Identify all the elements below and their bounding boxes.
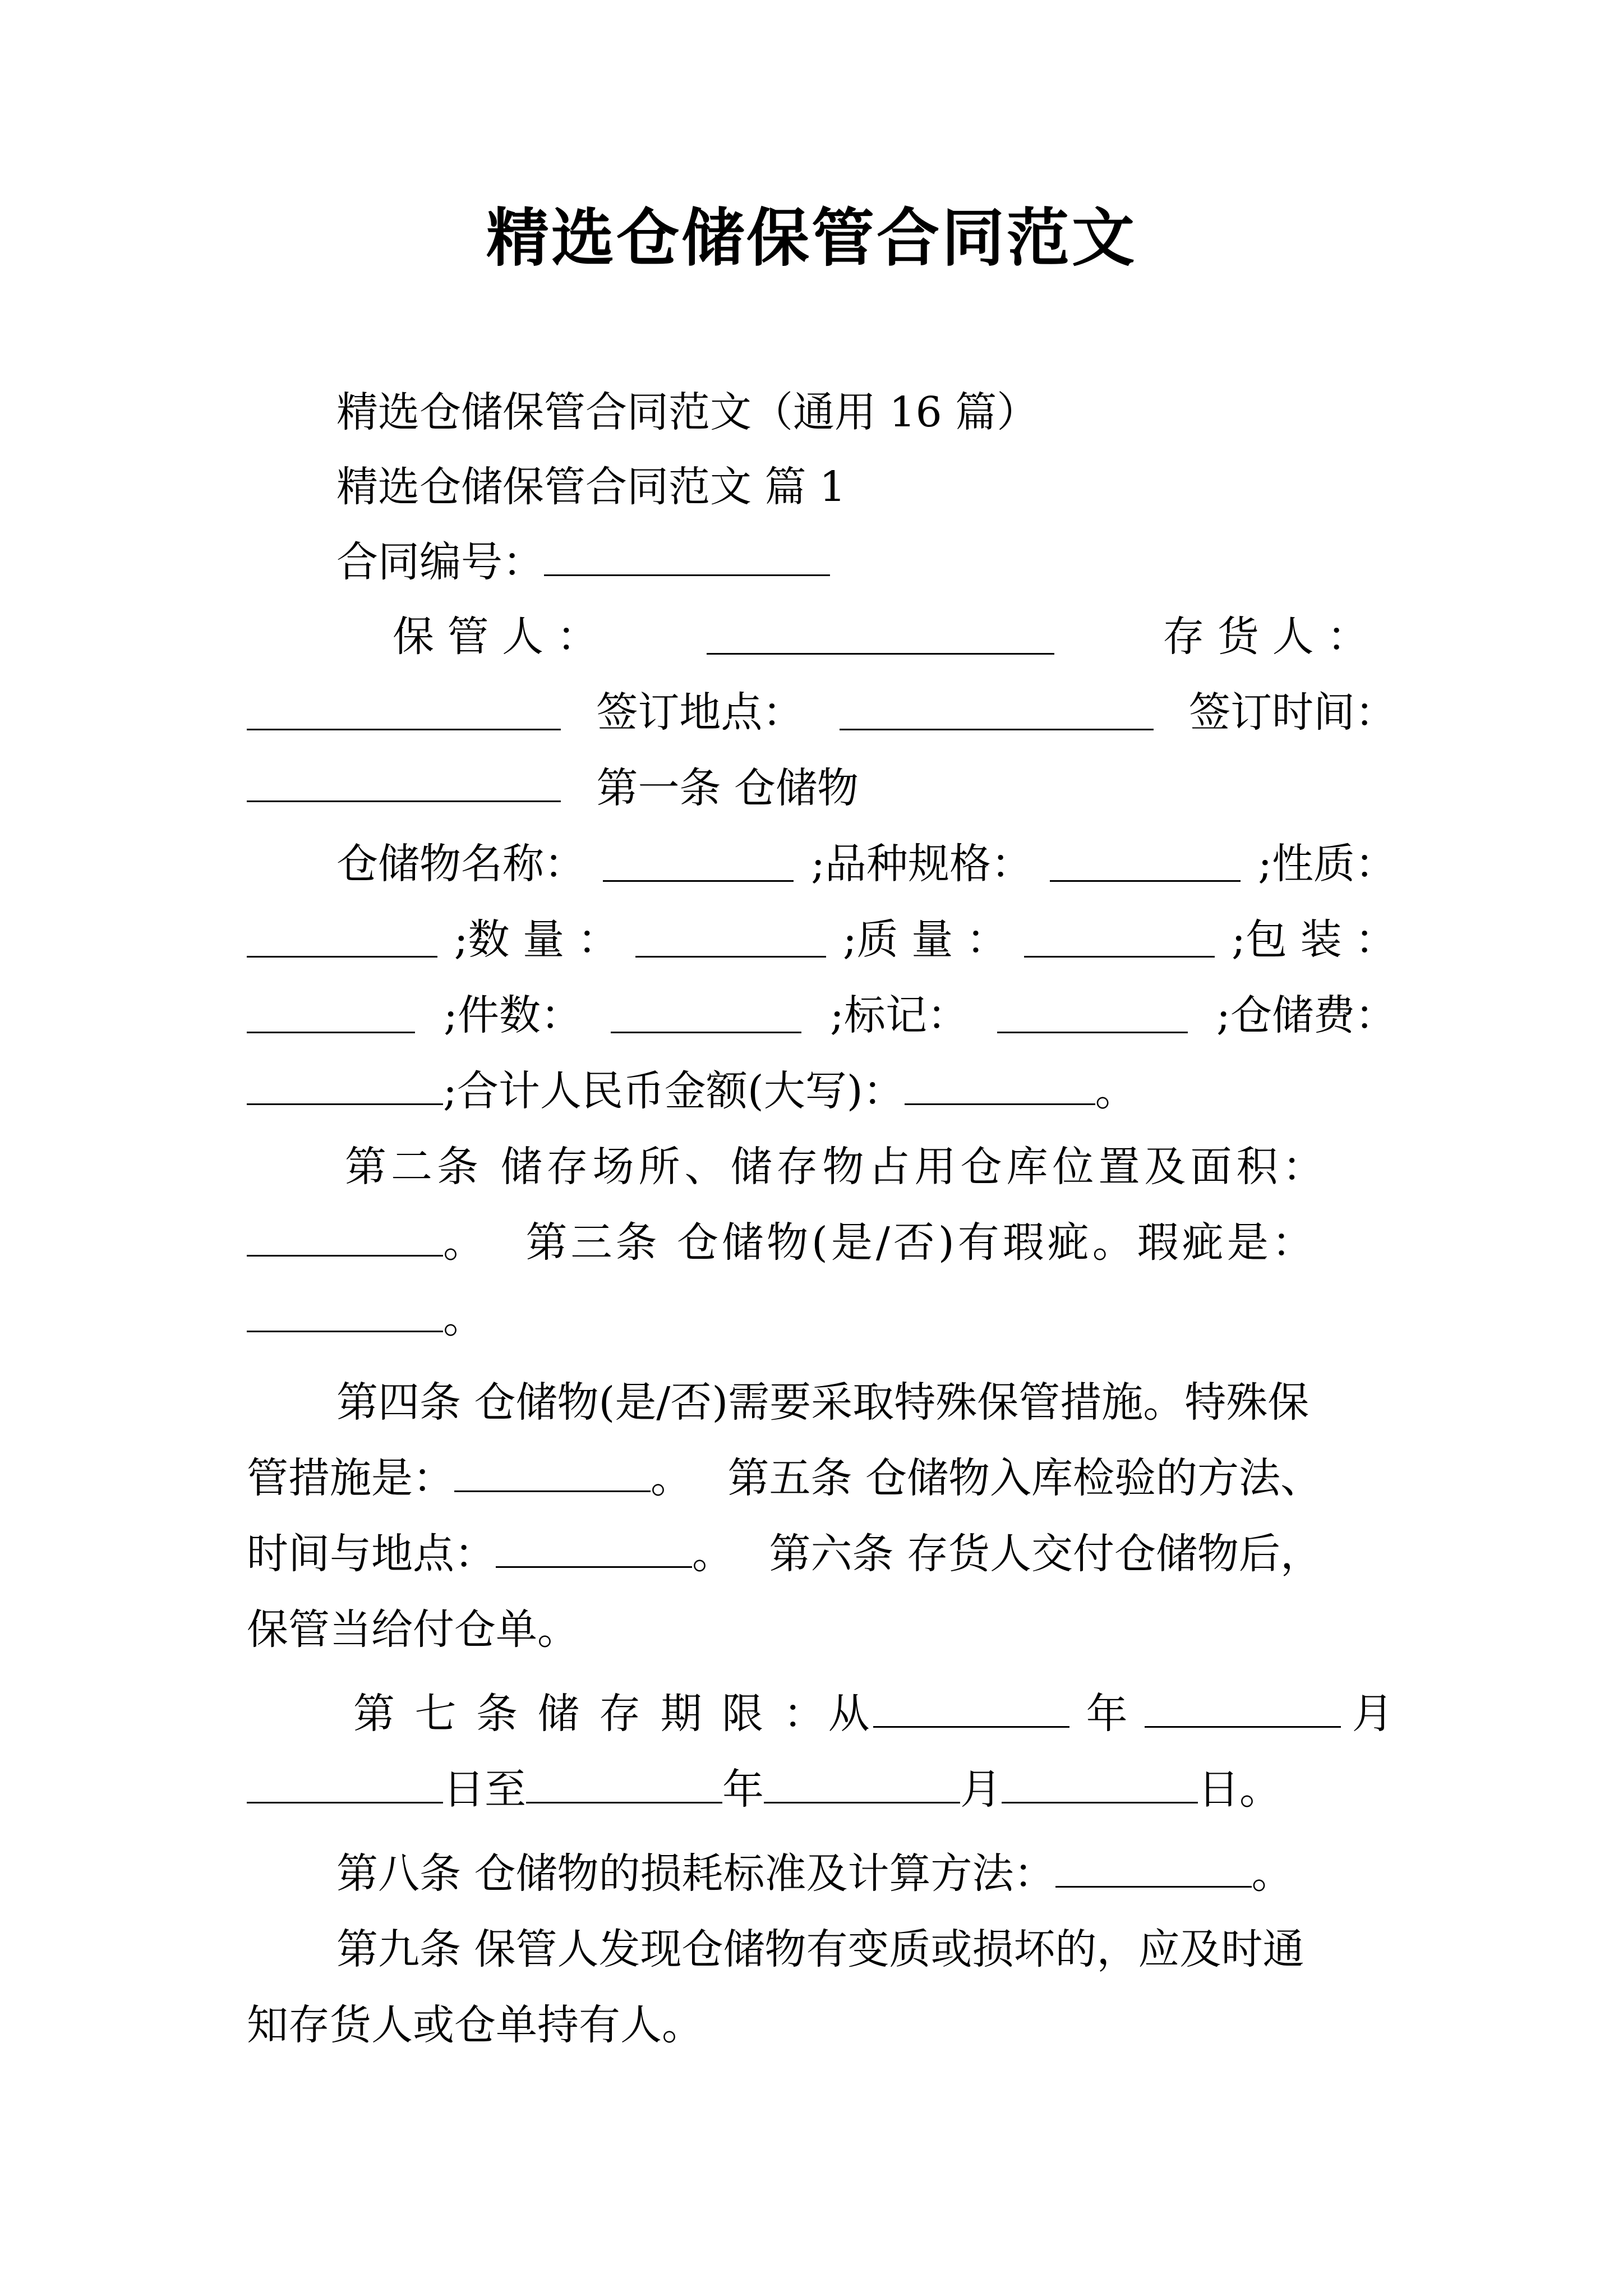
pieces-blank xyxy=(611,998,801,1033)
fee-blank xyxy=(247,1070,443,1105)
contract-number-blank xyxy=(544,541,830,576)
package-label: ;包 装 ： xyxy=(1232,915,1396,964)
clause2-period: 。 xyxy=(443,1218,485,1267)
mark-label: ;标记： xyxy=(830,991,969,1039)
clause9-line-2: 知存货人或仓单持有人。 xyxy=(247,2001,703,2049)
clause4-blank xyxy=(454,1457,651,1492)
sign-place-blank xyxy=(840,695,1154,730)
keeper-blank xyxy=(707,619,1054,655)
end-month-blank xyxy=(764,1768,960,1803)
clause7-line-1 xyxy=(353,1686,1394,1742)
depositor-label: 存 货 人 ： xyxy=(1163,613,1368,661)
clause4-period: 。 xyxy=(651,1454,692,1502)
day-end-label: 日。 xyxy=(1198,1765,1281,1814)
clause1-line xyxy=(247,760,859,816)
contract-number-label: 合同编号： xyxy=(336,538,544,586)
clause3-line xyxy=(247,1214,1317,1271)
sign-time-label: 签订时间： xyxy=(1188,688,1396,737)
clause8: 第八条 仓储物的损耗标准及计算方法： xyxy=(336,1849,1055,1898)
clause6: 第六条 存货人交付仓储物后， xyxy=(769,1530,1322,1578)
clause3-blank xyxy=(247,1297,443,1332)
clause4-label: 管措施是： xyxy=(247,1454,454,1502)
package-blank xyxy=(247,998,415,1033)
nature-label: ;性质： xyxy=(1258,840,1396,888)
contract-number-line xyxy=(336,534,830,590)
clause4-line-1: 第四条 仓储物(是/否)需要采取特殊保管措施。特殊保 xyxy=(336,1378,1310,1427)
clause2: 第二条 储存场所、储存物占用仓库位置及面积： xyxy=(345,1143,1329,1191)
clause2-blank xyxy=(247,1221,443,1257)
pieces-label: ;件数： xyxy=(444,991,582,1039)
start-year-blank xyxy=(873,1692,1069,1728)
end-month-label: 月 xyxy=(960,1765,1002,1814)
total-blank xyxy=(905,1070,1095,1105)
clause5-blank xyxy=(496,1533,692,1568)
depositor-blank xyxy=(247,695,561,730)
end-year-blank xyxy=(526,1768,722,1803)
variety-label: ;品种规格： xyxy=(811,840,1032,888)
subtitle: 精选仓储保管合同范文（通用 16 篇） xyxy=(336,388,1039,436)
mark-blank xyxy=(997,998,1188,1033)
clause3-period: 。 xyxy=(443,1294,485,1342)
clause6-line-4: 保管当给付仓单。 xyxy=(247,1605,579,1654)
fee-label: ;仓储费： xyxy=(1216,991,1396,1039)
goods-name-label: 仓储物名称： xyxy=(336,840,585,888)
goods-line-4 xyxy=(247,1063,1137,1119)
goods-line-1 xyxy=(336,836,1396,892)
sign-time-blank xyxy=(247,767,561,802)
clause3: 第三条 仓储物(是/否)有瑕疵。瑕疵是： xyxy=(525,1218,1317,1267)
end-year-label: 年 xyxy=(722,1765,764,1814)
clause7-line-2 xyxy=(247,1761,1281,1818)
clause4-line-2 xyxy=(247,1450,1322,1506)
start-day-blank xyxy=(247,1768,443,1803)
clause5-period: 。 xyxy=(692,1530,734,1578)
day-to-label: 日至 xyxy=(443,1765,526,1814)
clause5-line-3 xyxy=(247,1526,1322,1582)
end-day-blank xyxy=(1002,1768,1198,1803)
article-heading: 精选仓储保管合同范文 篇 1 xyxy=(336,463,846,511)
start-month-blank xyxy=(1145,1692,1341,1728)
keeper-label: 保 管 人 ： xyxy=(393,613,598,661)
sign-place-label: 签订地点： xyxy=(596,688,804,737)
clause5: 第五条 仓储物入库检验的方法、 xyxy=(727,1454,1322,1502)
quality-blank xyxy=(1024,922,1215,958)
total-period: 。 xyxy=(1095,1067,1137,1115)
total-label: ;合计人民币金额(大写)： xyxy=(443,1067,905,1115)
quantity-blank xyxy=(635,922,826,958)
clause3-blank-line xyxy=(247,1290,485,1346)
clause7-prefix: 第 七 条 储 存 期 限 ：从 xyxy=(353,1690,873,1738)
start-year-label: 年 xyxy=(1086,1690,1128,1738)
quantity-label: ;数 量 ： xyxy=(454,915,619,964)
clause8-period: 。 xyxy=(1251,1849,1293,1898)
clause8-blank xyxy=(1055,1852,1252,1888)
quality-label: ;质 量 ： xyxy=(842,915,1008,964)
parties-line xyxy=(393,609,1368,665)
start-month-label: 月 xyxy=(1352,1690,1394,1738)
clause9-line-1: 第九条 保管人发现仓储物有变质或损坏的，应及时通 xyxy=(336,1925,1304,1973)
clause8-line xyxy=(336,1846,1293,1902)
clause1-title: 第一条 仓储物 xyxy=(596,764,859,812)
document-title: 精选仓储保管合同范文 xyxy=(486,201,1137,275)
sign-place-line xyxy=(247,684,1396,740)
nature-blank xyxy=(247,922,437,958)
goods-name-blank xyxy=(603,846,794,882)
goods-line-3 xyxy=(247,987,1396,1043)
variety-blank xyxy=(1050,846,1241,882)
clause5-label: 时间与地点： xyxy=(247,1530,496,1578)
goods-line-2 xyxy=(247,912,1396,968)
